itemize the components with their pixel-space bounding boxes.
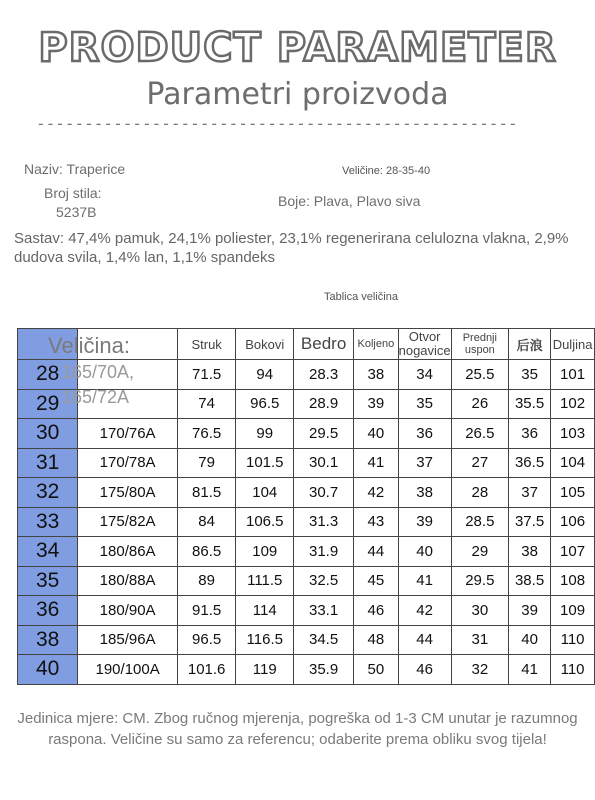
style-number-value: 5237B	[56, 204, 97, 220]
table-cell: 39	[398, 507, 451, 537]
header-thigh-col: Bedro	[294, 329, 354, 360]
table-cell: 106	[551, 507, 595, 537]
header-front-rise-col: Prednji uspon	[451, 329, 508, 360]
table-cell: 35.5	[509, 389, 551, 419]
table-cell: 39	[509, 596, 551, 626]
table-row	[18, 655, 595, 685]
size-cell: 29	[18, 389, 78, 419]
table-cell: 35	[509, 360, 551, 390]
table-cell: 170/78A	[78, 448, 178, 478]
table-row	[18, 596, 595, 626]
table-cell: 107	[551, 537, 595, 567]
table-cell: 101.6	[177, 655, 236, 685]
table-cell: 104	[236, 478, 294, 508]
table-cell: 71.5	[177, 360, 236, 390]
table-cell: 37	[509, 478, 551, 508]
product-composition: Sastav: 47,4% pamuk, 24,1% poliester, 23,1% regenerirana celulozna vlakna, 2,9% dudova svila, 1,4% lan, 1,1% spandeks	[14, 230, 569, 266]
table-cell: 106.5	[236, 507, 294, 537]
table-cell: 79	[177, 448, 236, 478]
table-cell: 31	[451, 625, 508, 655]
table-cell	[78, 389, 178, 419]
table-cell: 36	[509, 419, 551, 449]
table-cell: 91.5	[177, 596, 236, 626]
table-cell: 32	[451, 655, 508, 685]
table-cell: 170/76A	[78, 419, 178, 449]
table-cell: 119	[236, 655, 294, 685]
table-row	[18, 507, 595, 537]
table-cell: 34.5	[294, 625, 354, 655]
size-cell: 32	[18, 478, 78, 508]
table-cell: 89	[177, 566, 236, 596]
table-cell: 28.9	[294, 389, 354, 419]
size-cell: 30	[18, 419, 78, 449]
table-cell: 28.5	[451, 507, 508, 537]
table-cell: 86.5	[177, 537, 236, 567]
table-cell: 26	[451, 389, 508, 419]
size-cell: 38	[18, 625, 78, 655]
header-knee-col: Koljeno	[354, 329, 399, 360]
table-cell: 185/96A	[78, 625, 178, 655]
table-cell: 41	[398, 566, 451, 596]
table-cell: 109	[551, 596, 595, 626]
table-cell: 30.1	[294, 448, 354, 478]
table-cell: 41	[509, 655, 551, 685]
table-cell: 38	[398, 478, 451, 508]
table-cell: 43	[354, 507, 399, 537]
table-row	[18, 389, 595, 419]
size-cell: 40	[18, 655, 78, 685]
style-number-label: Broj stila:	[44, 185, 102, 201]
table-cell: 35	[398, 389, 451, 419]
table-cell: 31.9	[294, 537, 354, 567]
table-cell: 105	[551, 478, 595, 508]
header-leg-opening-col: Otvor nogavice	[398, 329, 451, 358]
table-cell: 104	[551, 448, 595, 478]
table-cell: 109	[236, 537, 294, 567]
table-cell: 48	[354, 625, 399, 655]
table-cell: 33.1	[294, 596, 354, 626]
size-cell: 34	[18, 537, 78, 567]
product-colors: Boje: Plava, Plavo siva	[278, 193, 421, 209]
table-cell: 102	[551, 389, 595, 419]
size-cell: 31	[18, 448, 78, 478]
table-row	[18, 478, 595, 508]
table-cell: 40	[354, 419, 399, 449]
table-row	[18, 566, 595, 596]
table-header-row	[18, 329, 595, 360]
table-cell: 45	[354, 566, 399, 596]
table-cell: 40	[509, 625, 551, 655]
table-cell: 31.3	[294, 507, 354, 537]
table-cell	[78, 360, 178, 390]
size-table	[17, 328, 595, 685]
table-cell: 116.5	[236, 625, 294, 655]
table-cell: 74	[177, 389, 236, 419]
header-hips-col: Bokovi	[236, 329, 294, 360]
table-cell: 29.5	[294, 419, 354, 449]
size-cell: 28	[18, 360, 78, 390]
table-cell: 41	[354, 448, 399, 478]
table-cell: 99	[236, 419, 294, 449]
table-cell: 114	[236, 596, 294, 626]
table-caption: Tablica veličina	[324, 291, 398, 303]
header-back-rise-col: 后浪	[509, 329, 551, 360]
table-row	[18, 419, 595, 449]
table-cell: 96.5	[177, 625, 236, 655]
table-cell: 84	[177, 507, 236, 537]
table-cell: 37	[398, 448, 451, 478]
size-cell: 36	[18, 596, 78, 626]
table-cell: 28.3	[294, 360, 354, 390]
table-cell: 26.5	[451, 419, 508, 449]
table-cell: 46	[354, 596, 399, 626]
table-cell: 44	[398, 625, 451, 655]
divider: --------------------------------------------------	[36, 114, 518, 133]
header-length-col: Duljina	[551, 329, 595, 360]
product-sizes: Veličine: 28-35-40	[342, 165, 431, 177]
table-cell: 180/90A	[78, 596, 178, 626]
table-cell: 101.5	[236, 448, 294, 478]
table-cell: 39	[354, 389, 399, 419]
table-cell: 94	[236, 360, 294, 390]
table-cell: 42	[398, 596, 451, 626]
overlay-value: 165/70A,	[62, 362, 135, 382]
table-cell: 76.5	[177, 419, 236, 449]
table-cell: 190/100A	[78, 655, 178, 685]
table-cell: 175/80A	[78, 478, 178, 508]
table-cell: 103	[551, 419, 595, 449]
table-cell: 25.5	[451, 360, 508, 390]
size-cell: 33	[18, 507, 78, 537]
table-cell: 42	[354, 478, 399, 508]
table-cell: 29.5	[451, 566, 508, 596]
table-row	[18, 625, 595, 655]
table-cell: 38.5	[509, 566, 551, 596]
table-cell: 37.5	[509, 507, 551, 537]
table-cell: 110	[551, 625, 595, 655]
table-cell: 110	[551, 655, 595, 685]
table-cell: 28	[451, 478, 508, 508]
table-cell: 180/86A	[78, 537, 178, 567]
table-cell: 180/88A	[78, 566, 178, 596]
table-cell: 40	[398, 537, 451, 567]
footer-note: Jedinica mjere: CM. Zbog ručnog mjerenja, pogreška od 1-3 CM unutar je razumnog raspona. Veličine su samo za referencu; odaberite prema obliku svog tijela!	[17, 710, 578, 748]
table-cell: 81.5	[177, 478, 236, 508]
table-cell: 50	[354, 655, 399, 685]
table-cell: 32.5	[294, 566, 354, 596]
page-subtitle: Parametri proizvoda	[146, 77, 449, 112]
product-name: Naziv: Traperice	[24, 161, 126, 177]
table-cell: 101	[551, 360, 595, 390]
table-cell: 44	[354, 537, 399, 567]
overlay-value: 165/72A	[62, 387, 130, 407]
table-cell: 46	[398, 655, 451, 685]
table-cell: 29	[451, 537, 508, 567]
table-cell: 27	[451, 448, 508, 478]
table-cell: 38	[354, 360, 399, 390]
table-cell: 35.9	[294, 655, 354, 685]
header-height-col	[78, 329, 178, 360]
table-cell: 30	[451, 596, 508, 626]
page-title: PRODUCT PARAMETER	[38, 25, 557, 71]
header-size-col	[18, 329, 78, 360]
table-row	[18, 448, 595, 478]
table-cell: 36.5	[509, 448, 551, 478]
table-cell: 111.5	[236, 566, 294, 596]
table-cell: 34	[398, 360, 451, 390]
header-waist-col: Struk	[177, 329, 236, 360]
table-row	[18, 537, 595, 567]
table-cell: 38	[509, 537, 551, 567]
table-row	[18, 360, 595, 390]
table-cell: 175/82A	[78, 507, 178, 537]
size-label-overlay: Veličina:	[48, 333, 130, 358]
table-cell: 96.5	[236, 389, 294, 419]
table-cell: 36	[398, 419, 451, 449]
table-cell: 108	[551, 566, 595, 596]
table-cell: 30.7	[294, 478, 354, 508]
size-cell: 35	[18, 566, 78, 596]
